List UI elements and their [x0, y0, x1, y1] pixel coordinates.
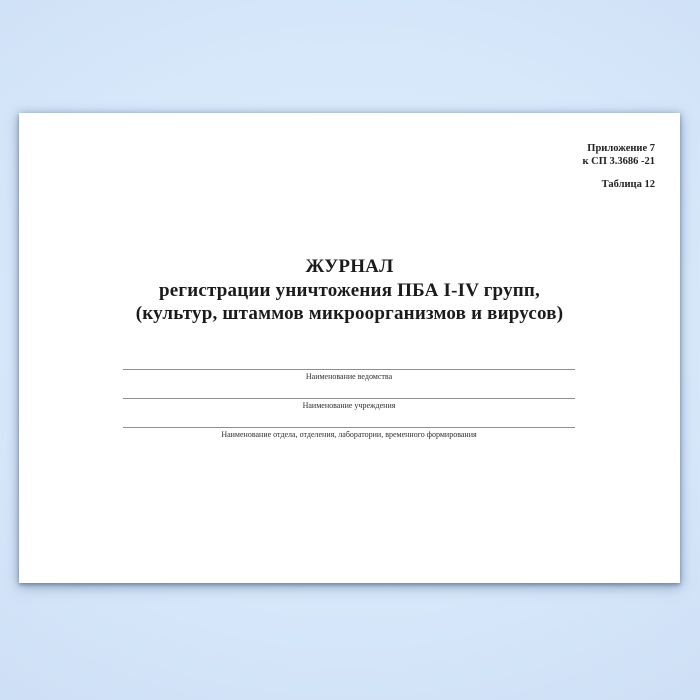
- field-institution: [123, 398, 575, 411]
- field-department: [123, 369, 575, 382]
- field-caption: Наименование отдела, отделения, лаборатории, временного формирования: [221, 430, 477, 439]
- document-title-line2: регистрации уничтожения ПБА I-IV групп,: [158, 279, 541, 301]
- document-title: [19, 255, 680, 326]
- corner-note-table: Таблица 12: [601, 179, 655, 190]
- corner-note-regulation: к СП 3.3686 -21: [582, 156, 655, 167]
- document-title-line1: ЖУРНАЛ: [305, 256, 394, 277]
- corner-note: [582, 142, 655, 191]
- field-caption: Наименование учреждения: [302, 401, 396, 410]
- field-division: [123, 427, 575, 440]
- document-page: [19, 113, 680, 583]
- fill-in-fields: [123, 369, 575, 456]
- corner-note-appendix: Приложение 7: [587, 143, 655, 154]
- document-title-line3: (культур, штаммов микроорганизмов и вирусов): [135, 303, 564, 324]
- field-caption: Наименование ведомства: [305, 372, 393, 381]
